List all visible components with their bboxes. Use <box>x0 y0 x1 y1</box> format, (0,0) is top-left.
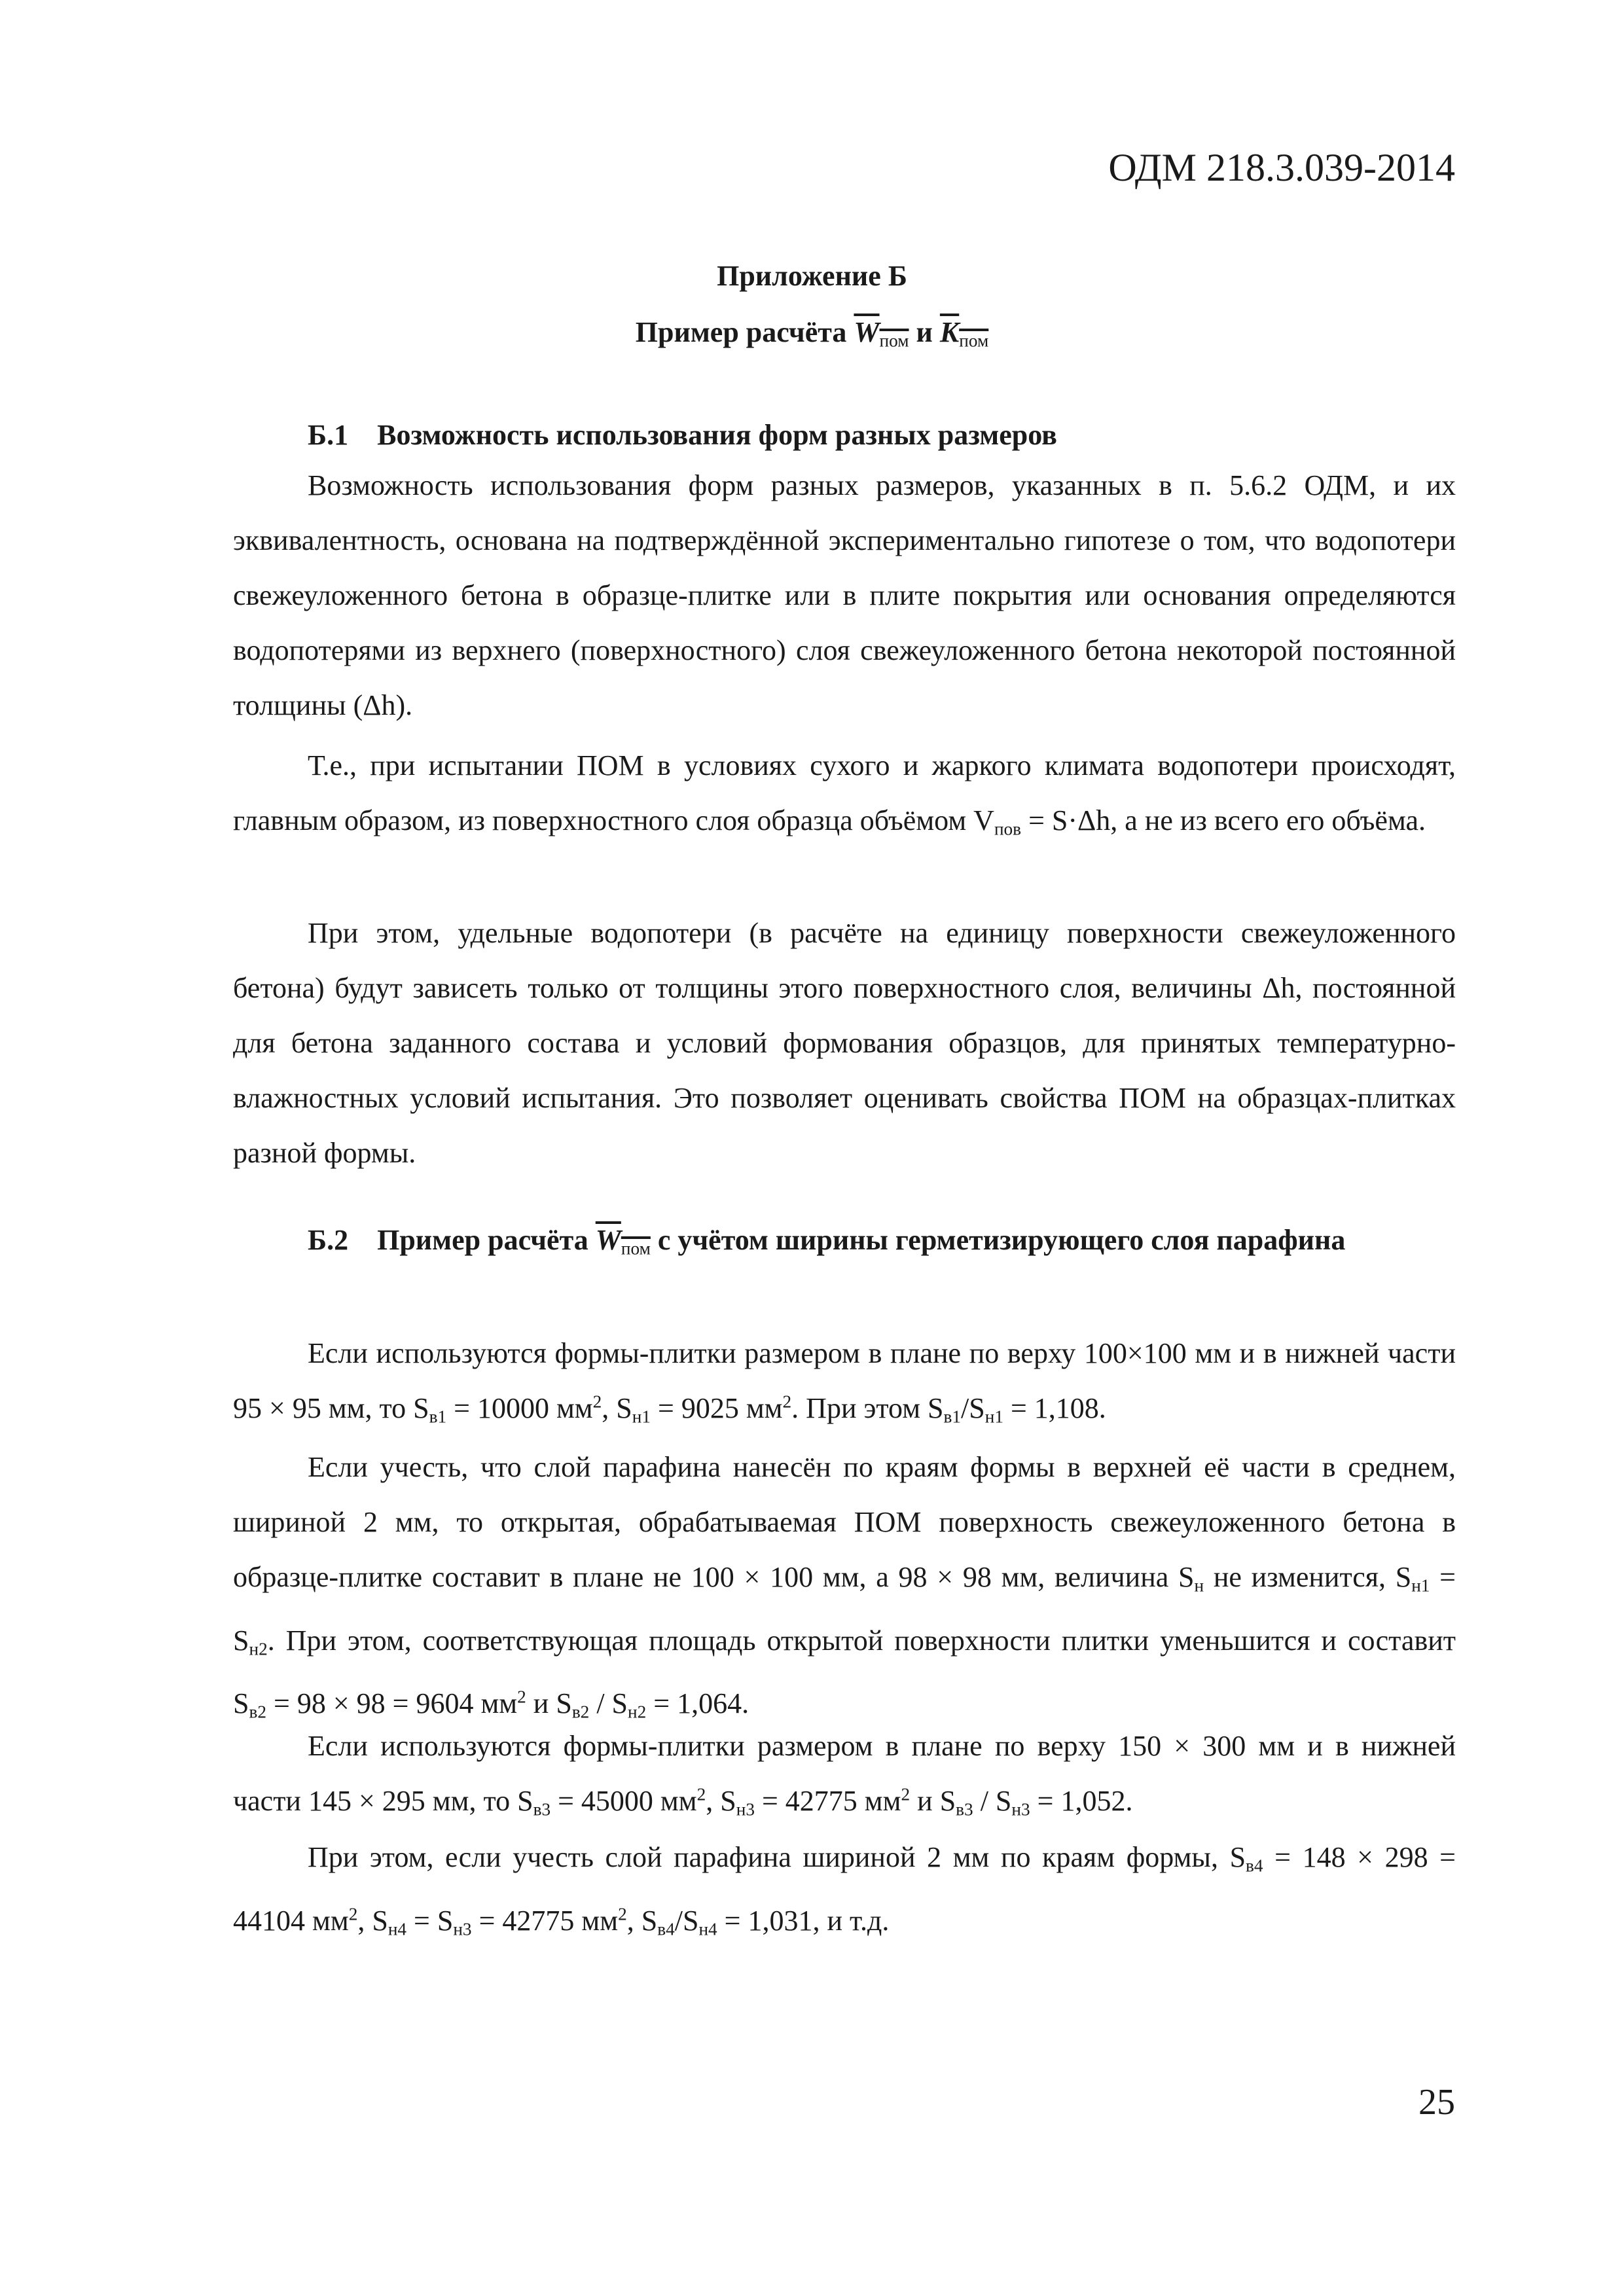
var-w-letter: W <box>854 316 880 348</box>
b2-var-w-subscript: пом <box>621 1238 651 1259</box>
section-b2-title-b: с учётом ширины герметизирующего слоя парафина <box>650 1224 1346 1256</box>
section-b1-number: Б.1 <box>308 419 349 451</box>
subtitle-and: и <box>909 316 940 348</box>
var-k-letter: K <box>939 316 960 348</box>
var-w-subscript: пом <box>879 331 909 351</box>
b2-var-w-letter: W <box>595 1224 621 1256</box>
section-b2-heading <box>233 1212 1456 1277</box>
section-b2-number: Б.2 <box>308 1224 349 1256</box>
page-number: 25 <box>1418 2082 1455 2123</box>
appendix-title: Приложение Б <box>717 260 907 292</box>
section-b1-paragraph-1: Возможность использования форм разных размеров, указанных в п. 5.6.2 ОДМ, и их эквивалентность, основана на подтверждённой экспериментально гипотезе о том, что водопотери свежеуложенного бетона в образце-плитке или в плите покрытия или основания определяются водопотерями из верхнего (поверхностного) слоя свежеуложенного бетона некоторой постоянной толщины (Δh). <box>233 469 1456 721</box>
section-b2-var-w <box>595 1224 651 1259</box>
document-code: ОДМ 218.3.039-2014 <box>1108 146 1455 189</box>
var-k-pom <box>939 316 989 351</box>
section-b2-paragraph-2: Если учесть, что слой парафина нанесён по краям формы в верхней её части в среднем, шириной 2 мм, то открытая, обрабатываемая ПОМ поверхность свежеуложенного бетона в образце-плитке составит в плане не 100 × 100 мм, а 98 × 98 мм, величина Sн не изменится, Sн1 = Sн2. При этом, соответствующая площадь открытой поверхности плитки уменьшится и составит Sв2 = 98 × 98 = 9604 $мм^2$ и Sв2 / Sн2 = 1,064. <box>233 1451 1456 1722</box>
section-b1-paragraph-3: При этом, удельные водопотери (в расчёте на единицу поверхности свежеуложенного бетона) будут зависеть только от толщины этого поверхностного слоя, величины Δh, постоянной для бетона заданного состава и условий формования образцов, для принятых температурно-влажностных условий испытания. Это позволяет оценивать свойства ПОМ на образцах-плитках разной формы. <box>233 917 1456 1169</box>
appendix-subtitle <box>0 315 1624 351</box>
var-k-subscript: пом <box>959 331 989 351</box>
section-b2-paragraph-1: Если используются формы-плитки размером в плане по верху 100×100 мм и в нижней части 95 × 95 мм, то Sв1 = 10000 $мм^2$, Sн1 = 9025 $мм^2$. При этом Sв1/Sн1 = 1,108. <box>233 1337 1456 1427</box>
section-b1-paragraph-2 <box>233 738 1456 857</box>
section-b1-heading <box>233 407 1456 463</box>
section-b2-paragraph-4: При этом, если учесть слой парафина шириной 2 мм по краям формы, Sв4 = 148 × 298 = 44104 $мм^2$, Sн4 = Sн3 = 42775 $мм^2$, Sв4/Sн4 = 1,031, и т.д. <box>233 1841 1456 1939</box>
subtitle-prefix: Пример расчёта <box>635 316 854 348</box>
p2-subscript: пов <box>994 819 1022 839</box>
section-b1-title: Возможность использования форм разных размеров <box>377 419 1057 451</box>
p2-text-a: Т.е., при испытании ПОМ в условиях сухого и жаркого климата водопотери происходят, главным образом, из поверхностного слоя образца объёмом V <box>233 749 1456 836</box>
p2-text-b: = S·Δh, а не из всего его объёма. <box>1021 804 1426 836</box>
var-w-pom <box>854 316 909 351</box>
section-b2-paragraph-3: Если используются формы-плитки размером в плане по верху 150 × 300 мм и в нижней части 145 × 295 мм, то Sв3 = 45000 $мм^2$, Sн3 = 42775 $мм^2$ и Sв3 / Sн3 = 1,052. <box>233 1730 1456 1820</box>
section-b2-title-a: Пример расчёта <box>377 1224 596 1256</box>
